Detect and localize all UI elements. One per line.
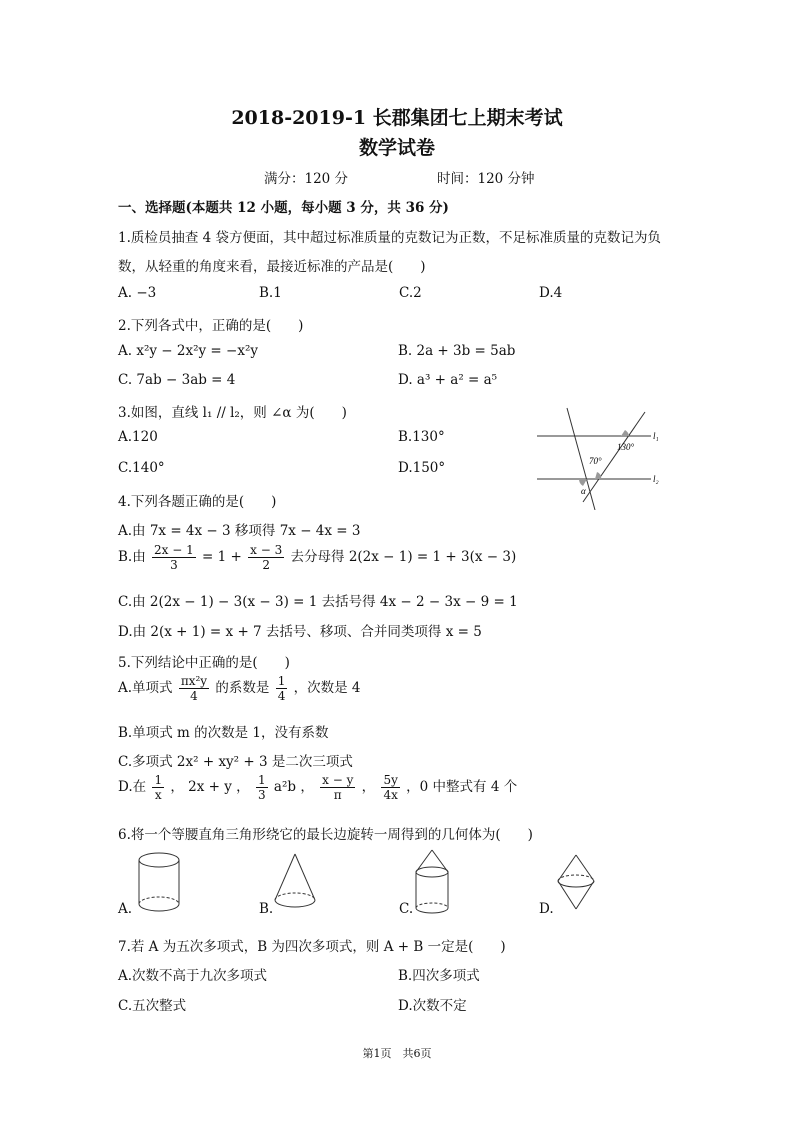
q4-text: 4.下列各题正确的是( )	[118, 494, 277, 510]
q3-option-b: B.130°	[398, 429, 445, 445]
double-cone-figure	[556, 853, 596, 911]
label-l1: l₁	[653, 431, 659, 441]
section-header: 一、选择题(本题共 12 小题，每小题 3 分，共 36 分)	[118, 200, 449, 216]
q1-option-b: B.1	[259, 285, 282, 301]
q3-option-c: C.140°	[118, 460, 165, 476]
frac-den: 3	[257, 788, 266, 802]
q5-d-prefix: D.在	[118, 779, 147, 795]
q5-a-suffix: ，次数是 4	[293, 680, 361, 696]
q5-d-sep2: a²b ，	[273, 779, 314, 795]
q1-option-c: C.2	[399, 285, 422, 301]
q3-option-d: D.150°	[398, 460, 446, 476]
q4-b-prefix: B.由	[118, 549, 146, 565]
frac-num: 1	[257, 773, 266, 787]
q4-option-c: C.由 2(2x − 1) − 3(x − 3) = 1 去括号得 4x − 2 − 3x − 9 = 1	[118, 594, 518, 610]
q5-d-frac1	[152, 773, 164, 802]
q5-a-frac2	[276, 674, 288, 703]
q6-option-c: C.	[399, 901, 414, 917]
q3-text: 3.如图，直线 l₁ // l₂，则 ∠α 为( )	[118, 405, 347, 421]
q4-b-frac2	[248, 543, 284, 572]
q5-option-b: B.单项式 m 的次数是 1，没有系数	[118, 725, 329, 741]
q4-b-mid: = 1 +	[202, 549, 242, 565]
q5-option-c: C.多项式 2x² + xy² + 3 是二次三项式	[118, 754, 353, 770]
q4-b-suffix: 去分母得 2(2x − 1) = 1 + 3(x − 3)	[290, 549, 517, 565]
frac-num: πx²y	[180, 674, 208, 688]
q5-d-sep3: ，	[361, 779, 376, 795]
frac-den: x	[154, 788, 162, 802]
frac-den: 3	[170, 558, 178, 572]
q6-text: 6.将一个等腰直角三角形绕它的最长边旋转一周得到的几何体为( )	[118, 827, 533, 843]
exam-subtitle: 数学试卷	[358, 137, 435, 159]
frac-den: 4	[190, 689, 198, 703]
frac-num: 1	[277, 674, 286, 688]
frac-num: x − 3	[250, 543, 283, 557]
q7-option-a: A.次数不高于九次多项式	[118, 968, 268, 984]
q4-option-a: A.由 7x = 4x − 3 移项得 7x − 4x = 3	[118, 523, 361, 539]
cone-figure	[270, 852, 320, 914]
score-info: 满分：120 分	[264, 171, 349, 187]
frac-num: 5y	[383, 773, 398, 787]
q7-option-b: B.四次多项式	[398, 968, 480, 984]
q5-d-suffix: ，0 中整式有 4 个	[406, 779, 518, 795]
q4-option-d: D.由 2(x + 1) = x + 7 去括号、移项、合并同类项得 x = 5	[118, 624, 482, 640]
frac-den: 4x	[383, 788, 398, 802]
label-l2: l₂	[653, 474, 659, 484]
q5-d-sep1: ， 2x + y ，	[170, 779, 250, 795]
page-footer: 第1页 共6页	[362, 1047, 432, 1060]
q1-text-line1: 1.质检员抽查 4 袋方便面，其中超过标准质量的克数记为正数，不足标准质量的克数记为负	[118, 230, 662, 246]
q2-option-a: A. x²y − 2x²y = −x²y	[118, 343, 258, 359]
q5-text: 5.下列结论中正确的是( )	[118, 655, 290, 671]
cylinder-cone-figure	[412, 848, 452, 918]
q5-a-mid: 的系数是	[215, 680, 270, 696]
q2-option-b: B. 2a + 3b = 5ab	[398, 343, 516, 359]
frac-den: π	[333, 788, 342, 802]
q6-option-d: D.	[539, 901, 554, 917]
q7-text: 7.若 A 为五次多项式，B 为四次多项式，则 A + B 一定是( )	[118, 939, 506, 955]
label-70: 70°	[589, 456, 602, 466]
q5-a-prefix: A.单项式	[118, 680, 173, 696]
q2-text: 2.下列各式中，正确的是( )	[118, 318, 304, 334]
q5-d-frac2	[256, 773, 268, 802]
time-info: 时间：120 分钟	[437, 171, 535, 187]
q4-option-b	[118, 543, 516, 572]
q5-option-a	[118, 674, 361, 703]
frac-num: 1	[154, 773, 163, 787]
frac-den: 2	[262, 558, 270, 572]
q6-option-a: A.	[118, 901, 133, 917]
q1-option-a: A. −3	[118, 285, 157, 301]
q5-a-frac	[179, 674, 209, 703]
frac-num: x − y	[322, 773, 354, 787]
q6-option-b: B.	[259, 901, 274, 917]
frac-den: 4	[277, 689, 286, 703]
q5-d-frac3	[320, 773, 355, 802]
frac-num: 2x − 1	[154, 543, 194, 557]
cylinder-figure	[132, 850, 186, 916]
q7-option-d: D.次数不定	[398, 998, 467, 1014]
exam-title: 2018-2019-1 长郡集团七上期末考试	[231, 107, 563, 129]
q5-option-d	[118, 773, 517, 802]
label-130: 130°	[617, 442, 635, 452]
q1-text-line2: 数，从轻重的角度来看，最接近标准的产品是( )	[118, 259, 426, 275]
q4-b-frac1	[152, 543, 196, 572]
q2-option-d: D. a³ + a² = a⁵	[398, 372, 498, 388]
parallel-lines-figure	[533, 406, 673, 510]
label-alpha: α	[581, 486, 586, 496]
q3-option-a: A.120	[118, 429, 158, 445]
q5-d-frac4	[381, 773, 399, 802]
q2-option-c: C. 7ab − 3ab = 4	[118, 372, 236, 388]
q7-option-c: C.五次整式	[118, 998, 187, 1014]
q1-option-d: D.4	[539, 285, 563, 301]
